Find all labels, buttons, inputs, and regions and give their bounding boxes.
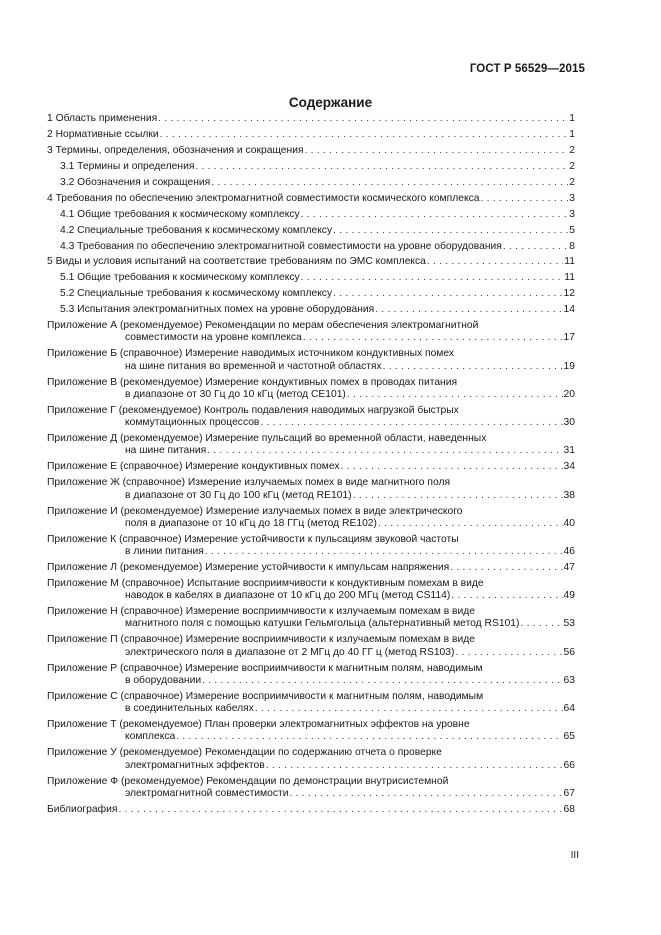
toc-entry-title (47, 804, 575, 816)
toc-page-number: 49 (563, 590, 575, 602)
toc-entry-title (47, 461, 575, 473)
dot-leader (480, 193, 568, 205)
toc-entry-text: в соединительных кабелях (125, 703, 254, 715)
dot-leader (347, 389, 563, 401)
dot-leader (375, 304, 562, 316)
toc-entry[interactable] (47, 663, 575, 688)
toc-entry[interactable] (47, 241, 575, 253)
toc-page-number: 8 (569, 240, 575, 252)
toc-page-number: 65 (563, 731, 575, 743)
dot-leader (301, 272, 564, 284)
toc-entry-text: совместимости на уровне комплекса (125, 332, 302, 344)
dot-leader (158, 113, 568, 125)
toc-page-number: 64 (563, 703, 575, 715)
toc-entry-text: Приложение Г (рекомендуемое) Контроль подавления наводимых нагрузкой быстрых (47, 404, 459, 416)
toc-page-number: 19 (563, 360, 575, 372)
dot-leader (353, 490, 563, 502)
toc-page-number: 30 (563, 417, 575, 429)
toc-page-number: 20 (563, 388, 575, 400)
toc-entry-text: Приложение А (рекомендуемое) Рекомендации по мерам обеспечения электромагнитной (47, 320, 479, 332)
toc-entry[interactable] (47, 377, 575, 402)
toc-page-number: 56 (563, 646, 575, 658)
toc-page-number: 34 (563, 461, 575, 473)
toc-entry-text: Приложение В (рекомендуемое) Измерение кондуктивных помех в проводах питания (47, 376, 458, 388)
dot-leader (303, 332, 563, 344)
toc-page-number: 3 (569, 208, 575, 220)
toc-entry[interactable] (47, 304, 575, 316)
dot-leader (333, 225, 568, 237)
toc-entry-title (47, 241, 575, 253)
toc-page-number: 11 (564, 272, 575, 284)
toc-entry-title (47, 209, 575, 221)
dot-leader (195, 161, 568, 173)
toc-entry[interactable] (47, 578, 575, 603)
toc-entry-text: Приложение Д (рекомендуемое) Измерение пульсаций во временной области, наведенных (47, 433, 487, 445)
toc-entry-continuation (47, 546, 575, 558)
toc-entry-text: коммутационных процессов (125, 417, 260, 429)
toc-entry-title (47, 433, 575, 445)
standard-designation: ГОСТ Р 56529—2015 (469, 63, 585, 75)
toc-entry-title (47, 634, 575, 646)
toc-page-number: 2 (569, 144, 575, 156)
toc-entry[interactable] (47, 506, 575, 531)
toc-page-number: 17 (563, 332, 575, 344)
dot-leader (333, 288, 562, 300)
toc-entry[interactable] (47, 288, 575, 300)
dot-leader (455, 647, 562, 659)
dot-leader (378, 518, 563, 530)
toc-entry-text: электрического поля в диапазоне от 2 МГц до 40 ГГ ц (метод RS103) (125, 646, 455, 658)
toc-page-number: 38 (563, 489, 575, 501)
toc-entry-continuation (47, 445, 575, 457)
toc-entry-continuation (47, 703, 575, 715)
toc-entry-text: 5.1 Общие требования к космическому комплексу (60, 272, 300, 284)
toc-entry-title (47, 534, 575, 546)
toc-entry[interactable] (47, 405, 575, 430)
toc-entry[interactable] (47, 161, 575, 173)
toc-entry-continuation (47, 675, 575, 687)
toc-entry-text: 4.2 Специальные требования к космическому комплексу (60, 224, 333, 236)
page-title: Содержание (288, 95, 373, 110)
dot-leader (118, 804, 562, 816)
toc-entry-title (47, 405, 575, 417)
toc-entry-text: 4 Требования по обеспечению электромагнитной совместимости космического комплекса (47, 192, 480, 204)
toc-entry-continuation (47, 590, 575, 602)
toc-entry-continuation (47, 731, 575, 743)
toc-entry-continuation (47, 518, 575, 530)
toc-page-number: 66 (563, 759, 575, 771)
toc-entry-text: электромагнитной совместимости (125, 787, 289, 799)
toc-entry-text: Библиография (47, 803, 118, 815)
toc-entry[interactable] (47, 776, 575, 801)
dot-leader (202, 675, 562, 687)
toc-entry[interactable] (47, 433, 575, 458)
dot-leader (383, 361, 563, 373)
toc-entry[interactable] (47, 719, 575, 744)
toc-page-number: 63 (563, 674, 575, 686)
toc-entry-text: в диапазоне от 30 Гц до 10 кГц (метод CE101) (125, 388, 346, 400)
toc-entry-text: 1 Область применения (47, 113, 158, 124)
toc-entry-text: Приложение У (рекомендуемое) Рекомендации по содержанию отчета о проверке (47, 747, 442, 759)
dot-leader (305, 145, 569, 157)
toc-entry-continuation (47, 361, 575, 373)
toc-entry-text: 4.1 Общие требования к космическому комплексу (60, 208, 300, 220)
toc-entry-continuation (47, 788, 575, 800)
toc-entry-title (47, 562, 575, 574)
toc-entry-text: Приложение К (справочное) Измерение устойчивости к пульсациям звуковой частоты (47, 533, 459, 545)
toc-entry-text: поля в диапазоне от 10 кГц до 18 ГГц (метод RE102) (125, 517, 377, 529)
toc-page-number: 5 (569, 224, 575, 236)
toc-page-number: 31 (563, 445, 575, 457)
toc-entry-text: Приложение Т (рекомендуемое) План проверки электромагнитных эффектов на уровне (47, 719, 470, 731)
toc-entry-text: 5.3 Испытания электромагнитных помех на уровне оборудования (60, 304, 375, 316)
toc-entry-title (47, 129, 575, 141)
toc-entry-text: Приложение Ж (справочное) Измерение излучаемых помех в виде магнитного поля (47, 477, 451, 489)
toc-entry-text: 2 Нормативные ссылки (47, 128, 159, 140)
toc-entry[interactable] (47, 562, 575, 574)
toc-entry[interactable] (47, 129, 575, 141)
dot-leader (176, 731, 562, 743)
toc-entry[interactable] (47, 193, 575, 205)
toc-entry-title (47, 691, 575, 703)
toc-entry-text: 5 Виды и условия испытаний на соответствие требованиям по ЭМС комплекса (47, 256, 426, 268)
toc-entry-text: на шине питания (125, 445, 207, 457)
toc-entry-text: электромагнитных эффектов (125, 759, 265, 771)
toc-entry-title (47, 256, 575, 268)
dot-leader (255, 703, 563, 715)
dot-leader (160, 129, 569, 141)
toc-entry-text: Приложение Ф (рекомендуемое) Рекомендации по демонстрации внутрисистемной (47, 775, 449, 787)
dot-leader (450, 562, 562, 574)
toc-entry-continuation (47, 760, 575, 772)
toc-entry-title (47, 161, 575, 173)
toc-entry[interactable] (47, 534, 575, 559)
toc-entry-title (47, 272, 575, 284)
toc-page-number: 46 (563, 546, 575, 558)
toc-entry-title (47, 719, 575, 731)
toc-entry-text: Приложение С (справочное) Измерение восприимчивости к магнитным полям, наводимым (47, 690, 484, 702)
toc-entry-text: Приложение Л (рекомендуемое) Измерение устойчивости к импульсам напряжения (47, 562, 450, 573)
toc-page-number: 68 (563, 803, 575, 815)
toc-entry-title (47, 747, 575, 759)
toc-entry-title (47, 776, 575, 788)
toc-entry-text: в оборудовании (125, 674, 202, 686)
toc-entry-title (47, 578, 575, 590)
toc-entry-continuation (47, 332, 575, 344)
toc-page-number: 1 (569, 113, 575, 124)
toc-entry-text: Приложение Н (справочное) Измерение восприимчивости к излучаемым помехам в виде (47, 606, 475, 618)
toc-page-number: 2 (569, 176, 575, 188)
toc-entry[interactable] (47, 691, 575, 716)
toc-entry-text: на шине питания во временной и частотной областях (125, 360, 382, 372)
toc-entry-title (47, 663, 575, 675)
toc-entry[interactable] (47, 209, 575, 221)
dot-leader (301, 209, 569, 221)
toc-entry-text: 3 Термины, определения, обозначения и сокращения (47, 144, 304, 156)
dot-leader (520, 618, 562, 630)
toc-entry-continuation (47, 618, 575, 630)
dot-leader (451, 590, 562, 602)
toc-page-number: 3 (569, 192, 575, 204)
toc-entry-title (47, 506, 575, 518)
dot-leader (341, 461, 563, 473)
dot-leader (503, 241, 568, 253)
toc-entry-text: комплекса (125, 731, 176, 743)
toc-entry-title (47, 113, 575, 125)
dot-leader (289, 788, 562, 800)
toc-entry-text: Приложение Р (справочное) Измерение восприимчивости к магнитным полям, наводимым (47, 662, 483, 674)
toc-entry-title (47, 304, 575, 316)
toc-entry[interactable] (47, 256, 575, 268)
toc-entry-continuation (47, 389, 575, 401)
toc-page-number: 14 (563, 304, 575, 316)
dot-leader (427, 256, 563, 268)
toc-entry[interactable] (47, 804, 575, 816)
toc-entry[interactable] (47, 747, 575, 772)
toc-entry[interactable] (47, 272, 575, 284)
toc-entry[interactable] (47, 634, 575, 659)
dot-leader (260, 417, 562, 429)
toc-page-number: 12 (563, 288, 575, 300)
dot-leader (205, 546, 563, 558)
toc-entry-title (47, 377, 575, 389)
toc-entry-text: магнитного поля с помощью катушки Гельмгольца (альтернативный метод RS101) (125, 618, 520, 630)
toc-page-number: 2 (569, 160, 575, 172)
toc-entry-title (47, 348, 575, 360)
toc-entry-text: наводок в кабелях в диапазоне от 10 кГц до 200 МГц (метод CS114) (125, 590, 451, 602)
toc-entry-text: 4.3 Требования по обеспечению электромагнитной совместимости на уровне оборудования (60, 240, 502, 252)
toc-entry-text: в линии питания (125, 546, 204, 558)
toc-entry-title (47, 193, 575, 205)
toc-entry-text: Приложение П (справочное) Измерение восприимчивости к излучаемым помехам в виде (47, 634, 475, 646)
toc-entry[interactable] (47, 145, 575, 157)
toc-page-number: 67 (563, 787, 575, 799)
toc-page-number: 11 (564, 256, 575, 268)
toc-entry[interactable] (47, 348, 575, 373)
toc-entry-text: 5.2 Специальные требования к космическому комплексу (60, 288, 333, 300)
toc-entry[interactable] (47, 606, 575, 631)
toc-entry[interactable] (47, 320, 575, 345)
toc-entry-text: Приложение Б (справочное) Измерение наводимых источником кондуктивных помех (47, 348, 455, 360)
toc-entry-text: 3.2 Обозначения и сокращения (60, 176, 211, 188)
toc-entry-continuation (47, 490, 575, 502)
toc-page-number: 53 (563, 618, 575, 630)
dot-leader (266, 760, 563, 772)
toc-entry-title (47, 288, 575, 300)
toc-entry-title (47, 477, 575, 489)
table-of-contents (47, 113, 575, 820)
toc-entry-title (47, 225, 575, 237)
toc-entry-text: 3.1 Термины и определения (60, 160, 195, 172)
toc-entry-continuation (47, 647, 575, 659)
page-number: III (570, 850, 579, 861)
toc-entry[interactable] (47, 461, 575, 473)
toc-entry-title (47, 145, 575, 157)
toc-entry[interactable] (47, 113, 575, 125)
toc-entry-continuation (47, 417, 575, 429)
toc-entry-text: Приложение М (справочное) Испытание восприимчивости к кондуктивным помехам в виде (47, 577, 484, 589)
toc-entry[interactable] (47, 177, 575, 189)
toc-entry[interactable] (47, 225, 575, 237)
toc-entry-text: Приложение И (рекомендуемое) Измерение излучаемых помех в виде электрического (47, 505, 463, 517)
toc-page-number: 1 (569, 128, 575, 140)
toc-entry-title (47, 320, 575, 332)
toc-entry-title (47, 606, 575, 618)
toc-entry-text: в диапазоне от 30 Гц до 100 кГц (метод RE101) (125, 489, 352, 501)
toc-page-number: 47 (563, 562, 575, 573)
toc-entry-title (47, 177, 575, 189)
dot-leader (207, 445, 562, 457)
toc-entry[interactable] (47, 477, 575, 502)
toc-entry-text: Приложение Е (справочное) Измерение кондуктивных помех (47, 461, 340, 473)
toc-page-number: 40 (563, 517, 575, 529)
dot-leader (211, 177, 568, 189)
